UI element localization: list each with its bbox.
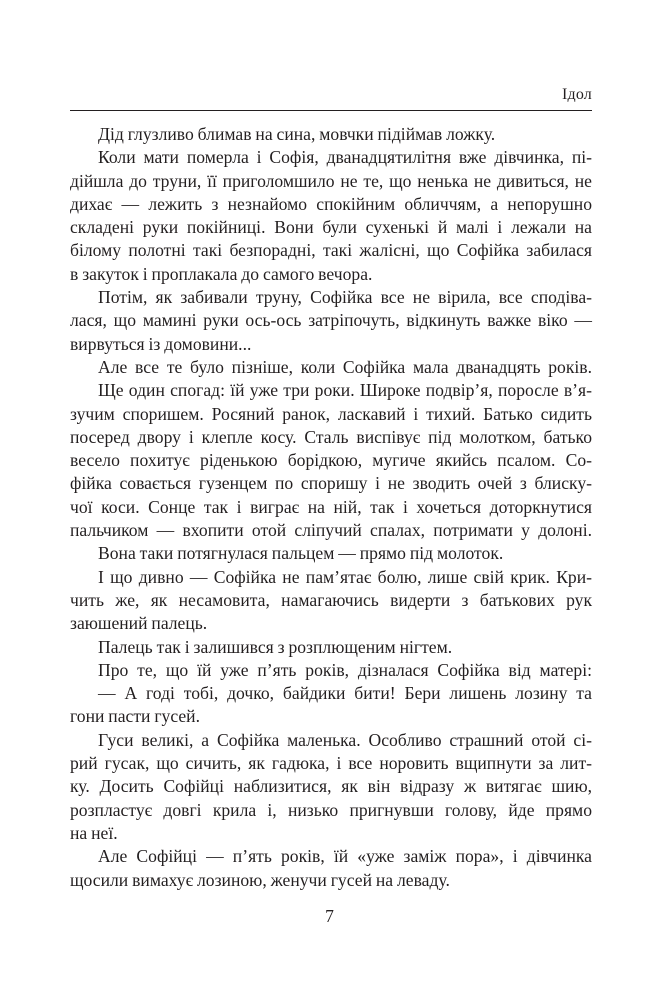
text-line: ку. Досить Софійці наблизитися, як він відразу ж витягає шию, xyxy=(70,776,592,797)
text-line: Ще один спогад: їй уже три роки. Широке подвір’я, поросле в’я- xyxy=(98,380,592,401)
text-line: Але все те було пізніше, коли Софійка мала дванадцять років. xyxy=(98,356,592,377)
running-head: Ідол xyxy=(561,86,592,103)
body-text xyxy=(70,123,592,892)
text-line: фійка совається гузенцем по споришу і не зводить очей з блиску- xyxy=(70,473,592,494)
text-line: рий гусак, що сичить, як гадюка, і все норовить вщипнути за лит- xyxy=(70,753,592,774)
text-line: гони пасти гусей. xyxy=(70,706,200,727)
text-line: заюшений палець. xyxy=(70,613,208,634)
text-line: білому полотні такі безпорадні, такі жалісні, що Софійка забилася xyxy=(70,240,592,261)
text-line: в закуток і проплакала до самого вечора. xyxy=(70,263,373,284)
text-line: Гуси великі, а Софійка маленька. Особливо страшний отой сі- xyxy=(98,729,592,750)
text-line: щосили вимахує лозиною, женучи гусей на леваду. xyxy=(70,869,450,890)
text-line: розпластує довгі крила і, низько пригнувши голову, йде прямо xyxy=(70,799,592,820)
page-number: 7 xyxy=(325,906,334,926)
text-line: зучим споришем. Росяний ранок, ласкавий і тихий. Батько сидить xyxy=(70,403,592,424)
text-line: Потім, як забивали труну, Софійка все не вірила, все сподіва- xyxy=(98,287,592,308)
text-line: весело похитує ріденькою борідкою, мугиче якийсь псалом. Со- xyxy=(70,450,592,471)
text-line: Про те, що їй уже п’ять років, дізналася Софійка від матері: xyxy=(98,659,592,680)
text-line: вирвуться із домовини... xyxy=(70,333,252,354)
text-line: дихає — лежить з незнайомо спокійним обличчям, а непорушно xyxy=(70,193,592,214)
text-line: дійшла до труни, її приголомшило не те, що ненька не дивиться, не xyxy=(70,170,592,191)
text-line: Але Софійці — п’ять років, їй «уже заміж пора», і дівчинка xyxy=(98,846,592,867)
header-rule xyxy=(70,110,592,111)
text-line: чить же, як несамовита, намагаючись видерти з батькових рук xyxy=(70,589,592,610)
text-line: пальчиком — вхопити отой сліпучий спалах, потримати у долоні. xyxy=(70,520,592,541)
text-line: Дід глузливо блимав на сина, мовчки підіймав ложку. xyxy=(98,124,496,144)
text-line: лася, що мамині руки ось-ось затріпочуть, відкинуть важке віко — xyxy=(70,310,592,331)
text-line: на неї. xyxy=(70,822,118,843)
text-line: посеред двору і клепле косу. Сталь виспівує під молотком, батько xyxy=(70,426,592,447)
text-line: складені руки покійниці. Вони були сухенькі й малі і лежали на xyxy=(70,217,592,238)
text-line: — А годі тобі, дочко, байдики бити! Бери лишень лозину та xyxy=(98,683,592,704)
text-line: чої коси. Сонце так і виграє на ній, так і хочеться доторкнутися xyxy=(70,496,592,517)
text-line: Вона таки потягнулася пальцем — прямо під молоток. xyxy=(98,543,504,564)
text-line: Коли мати померла і Софія, дванадцятилітня вже дівчинка, пі- xyxy=(98,147,592,168)
text-line: І що дивно — Софійка не пам’ятає болю, лише свій крик. Кри- xyxy=(98,566,592,587)
text-line: Палець так і залишився з розплющеним нігтем. xyxy=(98,636,453,657)
